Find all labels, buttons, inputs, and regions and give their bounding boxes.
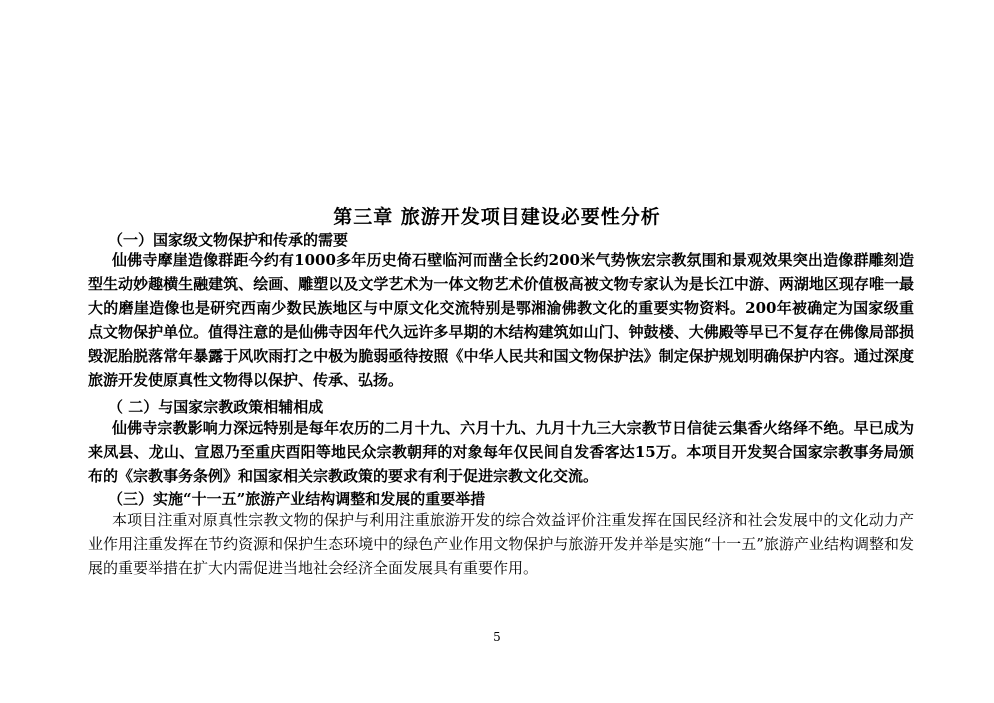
section-heading-1: （一）国家级文物保护和传承的需要 (108, 231, 349, 249)
page-number: 5 (493, 630, 501, 644)
section-paragraph-1: 仙佛寺摩崖造像群距今约有1000多年历史倚石壁临河而凿全长约200米气势恢宏宗教氛围和景观效果突出造像群雕刻造型生动妙趣横生融建筑、绘画、雕塑以及文学艺术为一体文物艺术价值极高被文物专家认为是长江中游、两湖地区现存唯一最大的磨崖造像也是研究西南少数民族地区与中原文化交流特别是鄂湘渝佛教文化的重要实物资料。200年被确定为国家级重点文物保护单位。值得注意的是仙佛寺因年代久远许多早期的木结构建筑如山门、钟鼓楼、大佛殿等早已不复存在佛像局部损毁泥胎脱落常年暴露于风吹雨打之中极为脆弱亟待按照《中华人民共和国文物保护法》制定保护规划明确保护内容。通过深度旅游开发使原真性文物得以保护、传承、弘扬。 (88, 251, 914, 389)
chapter-title: 第三章 旅游开发项目建设必要性分析 (333, 206, 661, 228)
section-heading-3: （三）实施“十一五”旅游产业结构调整和发展的重要举措 (108, 490, 486, 508)
section-paragraph-2: 仙佛寺宗教影响力深远特别是每年农历的二月十九、六月十九、九月十九三大宗教节日信徒云集香火络绎不绝。早已成为来凤县、龙山、宣恩乃至重庆酉阳等地民众宗教朝拜的对象每年仅民间自发香客达15万。本项目开发契合国家宗教事务局颁布的《宗教事务条例》和国家相关宗教政策的要求有利于促进宗教文化交流。 (88, 419, 914, 485)
section-paragraph-3: 本项目注重对原真性宗教文物的保护与利用注重旅游开发的综合效益评价注重发挥在国民经济和社会发展中的文化动力产业作用注重发挥在节约资源和保护生态环境中的绿色产业作用文物保护与旅游开发并举是实施“十一五”旅游产业结构调整和发展的重要举措在扩大内需促进当地社会经济全面发展具有重要作用。 (88, 511, 914, 577)
section-heading-2: （ 二）与国家宗教政策相辅相成 (108, 398, 324, 416)
